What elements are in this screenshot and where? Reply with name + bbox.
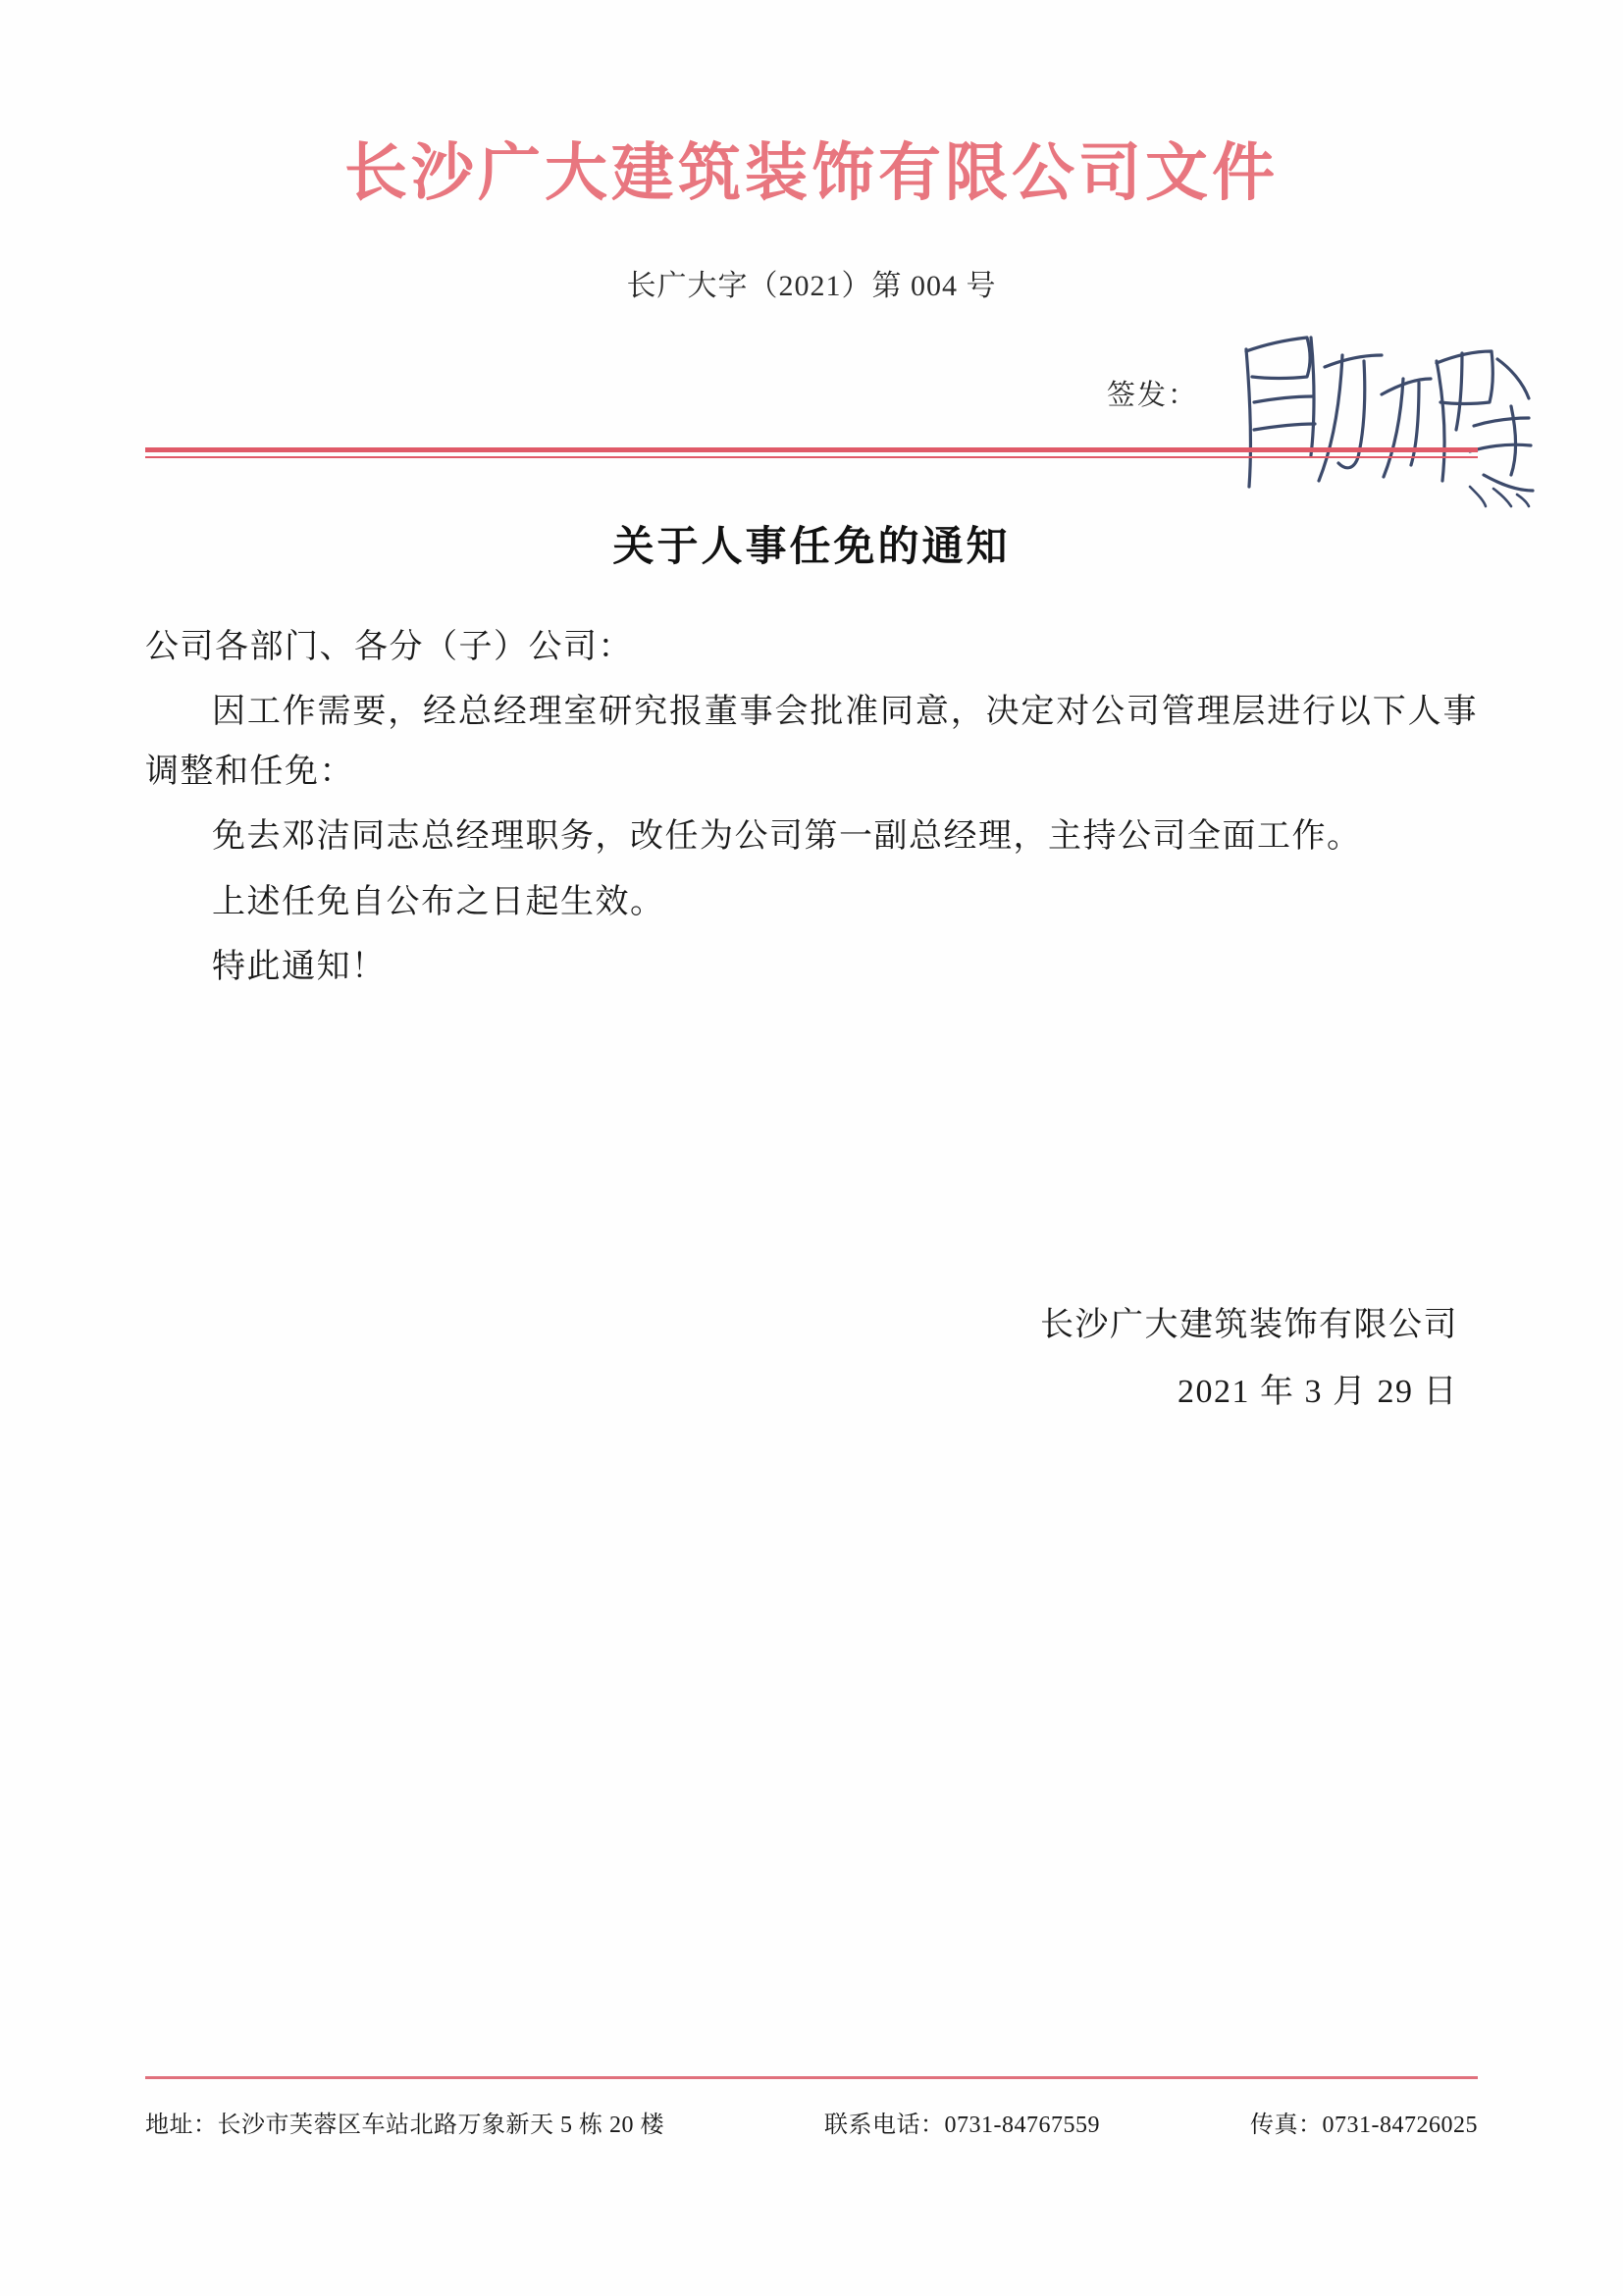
footer-address: 地址：长沙市芙蓉区车站北路万象新天 5 栋 20 楼: [145, 2113, 664, 2138]
footer-fax: 传真：0731-84726025: [1250, 2113, 1478, 2138]
salutation: 公司各部门、各分（子）公司：: [145, 628, 633, 665]
body-paragraph-2: 免去邓洁同志总经理职务，改任为公司第一副总经理，主持公司全面工作。: [212, 818, 1362, 856]
document-signoff: [0, 1292, 1623, 1426]
document-title: 关于人事任免的通知: [612, 522, 1011, 569]
red-divider: [0, 447, 1623, 459]
body-paragraph-3: 上述任免自公布之日起生效。: [212, 883, 665, 920]
footer-telephone: 联系电话：0731-84767559: [824, 2113, 1100, 2138]
body-paragraph-4: 特此通知！: [212, 949, 387, 986]
document-footer: [0, 2076, 1623, 2139]
footer-contact-line: [145, 2105, 1478, 2139]
document-number: 长广大字（2021）第 004 号: [626, 269, 997, 302]
signature-label: 签发：: [1107, 379, 1199, 411]
footer-divider: [145, 2076, 1478, 2079]
red-divider-thin: [145, 456, 1478, 458]
signature-row: [0, 347, 1623, 442]
organization-title: 长沙广大建筑装饰有限公司文件: [344, 137, 1279, 208]
handwritten-signature-icon: [1217, 308, 1550, 514]
signoff-company: 长沙广大建筑装饰有限公司: [1040, 1306, 1458, 1343]
signoff-date: 2021 年 3 月 29 日: [1178, 1373, 1458, 1410]
red-divider-thick: [145, 447, 1478, 452]
body-paragraph-1: 因工作需要，经总经理室研究报董事会批准同意，决定对公司管理层进行以下人事调整和任免：: [145, 694, 1478, 790]
document-header: [0, 0, 1623, 304]
document-body: [145, 618, 1478, 998]
